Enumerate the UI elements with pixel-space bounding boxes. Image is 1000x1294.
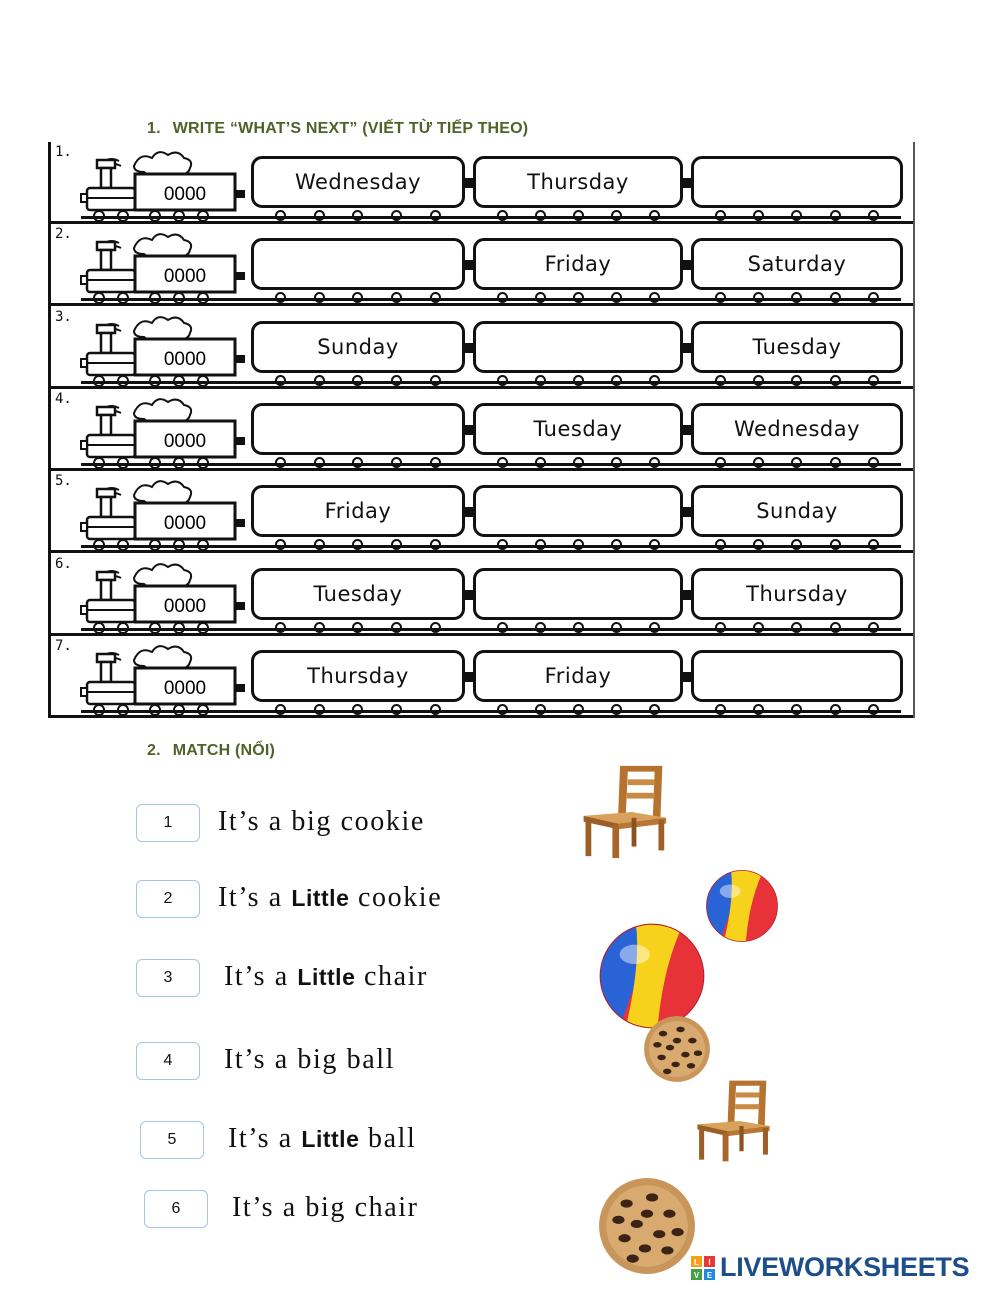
train-row-number: 5.: [55, 473, 72, 490]
train-car-day: Tuesday: [691, 321, 903, 373]
logo-letter: V: [693, 1270, 700, 1280]
train-row: [51, 224, 913, 306]
train-car-day: Sunday: [251, 321, 465, 373]
locomotive-number: 0000: [163, 348, 207, 370]
sentence-noun: ball: [346, 1044, 396, 1075]
locomotive-icon: [79, 640, 279, 716]
ball-small-picture[interactable]: [705, 869, 779, 943]
cookie-big-picture[interactable]: [596, 1175, 698, 1277]
train-row-number: 4.: [55, 390, 72, 407]
sentence-prefix: It’s a: [218, 806, 292, 837]
train-rail: [81, 628, 901, 631]
locomotive-icon: [79, 146, 279, 222]
train-car-day: Thursday: [691, 568, 903, 620]
match-number-box[interactable]: 3: [136, 959, 200, 997]
logo-letter: E: [706, 1270, 713, 1280]
section-2-heading: [147, 742, 275, 760]
cookie-small-picture[interactable]: [642, 1014, 712, 1084]
match-sentence: [218, 882, 442, 914]
sentence-adjective: Little: [301, 1126, 360, 1152]
match-number-box[interactable]: 4: [136, 1042, 200, 1080]
train-car-day: Thursday: [251, 650, 465, 702]
train-car-day: Friday: [473, 650, 683, 702]
locomotive-icon: [79, 558, 279, 634]
section-2-title: MATCH (NỐI): [172, 742, 276, 759]
train-rail: [81, 381, 901, 384]
train-rail: [81, 298, 901, 301]
section-1-title: WRITE “WHAT’S NEXT” (VIẾT TỪ TIẾP THEO): [172, 120, 529, 137]
locomotive-number: 0000: [163, 595, 207, 617]
train-car-day: Friday: [473, 238, 683, 290]
locomotive-icon: [79, 475, 279, 551]
match-number-box[interactable]: 5: [140, 1121, 204, 1159]
train-car-blank[interactable]: [691, 156, 903, 208]
locomotive-icon: [79, 393, 279, 469]
train-rail: [81, 545, 901, 548]
train-row: [51, 554, 913, 636]
sentence-adjective: big: [305, 1192, 347, 1223]
match-sentence: [232, 1192, 419, 1224]
match-sentence: [228, 1123, 416, 1155]
sentence-adjective: big: [291, 806, 333, 837]
locomotive-icon: [79, 311, 279, 387]
match-number-box[interactable]: 1: [136, 804, 200, 842]
locomotive-number: 0000: [163, 430, 207, 452]
train-row-number: 2.: [55, 226, 72, 243]
train-car-day: Thursday: [473, 156, 683, 208]
locomotive-number: 0000: [163, 184, 207, 205]
match-sentence: [218, 806, 425, 838]
train-car-day: Wednesday: [691, 403, 903, 455]
train-row-number: 7.: [55, 637, 72, 654]
sentence-adjective: Little: [297, 964, 356, 990]
locomotive-icon: [79, 228, 279, 304]
logo-text: LIVEWORKSHEETS: [720, 1252, 970, 1282]
sentence-prefix: It’s a: [228, 1123, 302, 1154]
sentence-noun: chair: [363, 961, 428, 992]
sentence-prefix: It’s a: [218, 882, 292, 913]
match-number-box[interactable]: 2: [136, 880, 200, 918]
section-1-heading: [147, 120, 528, 138]
train-car-blank[interactable]: [473, 321, 683, 373]
locomotive-number: 0000: [163, 266, 207, 288]
match-sentence: [224, 1044, 395, 1076]
train-rail: [81, 710, 901, 713]
logo-letter: L: [694, 1257, 699, 1267]
train-car-blank[interactable]: [251, 238, 465, 290]
sentence-prefix: It’s a: [224, 961, 298, 992]
sentence-noun: ball: [367, 1123, 417, 1154]
chair-big-picture[interactable]: [568, 764, 676, 860]
train-car-blank[interactable]: [691, 650, 903, 702]
sentence-noun: chair: [354, 1192, 419, 1223]
sentence-noun: cookie: [340, 806, 425, 837]
logo-letter: I: [708, 1257, 711, 1267]
train-car-day: Tuesday: [473, 403, 683, 455]
chair-small-picture[interactable]: [684, 1079, 778, 1163]
train-car-blank[interactable]: [251, 403, 465, 455]
train-car-blank[interactable]: [473, 568, 683, 620]
match-number-box[interactable]: 6: [144, 1190, 208, 1228]
section-2-number: 2.: [147, 742, 161, 759]
train-worksheet: [48, 142, 915, 718]
train-car-day: Wednesday: [251, 156, 465, 208]
train-rail: [81, 463, 901, 466]
train-row-number: 3.: [55, 308, 72, 325]
train-row: [51, 142, 913, 224]
train-car-day: Friday: [251, 485, 465, 537]
liveworksheets-logo: [690, 1252, 969, 1283]
locomotive-number: 0000: [163, 513, 207, 535]
train-rail: [81, 216, 901, 219]
sentence-adjective: big: [297, 1044, 339, 1075]
train-car-day: Sunday: [691, 485, 903, 537]
section-1-number: 1.: [147, 120, 161, 137]
liveworksheets-logo-icon: [690, 1255, 716, 1281]
train-row: [51, 636, 913, 718]
train-car-blank[interactable]: [473, 485, 683, 537]
sentence-prefix: It’s a: [224, 1044, 298, 1075]
train-row: [51, 307, 913, 389]
sentence-prefix: It’s a: [232, 1192, 306, 1223]
sentence-noun: cookie: [357, 882, 443, 913]
train-row: [51, 471, 913, 553]
train-car-day: Tuesday: [251, 568, 465, 620]
sentence-adjective: Little: [291, 885, 350, 911]
train-row-number: 1.: [55, 144, 72, 160]
train-row: [51, 389, 913, 471]
train-car-day: Saturday: [691, 238, 903, 290]
train-row-number: 6.: [55, 555, 72, 572]
locomotive-number: 0000: [163, 677, 207, 699]
match-sentence: [224, 961, 428, 993]
